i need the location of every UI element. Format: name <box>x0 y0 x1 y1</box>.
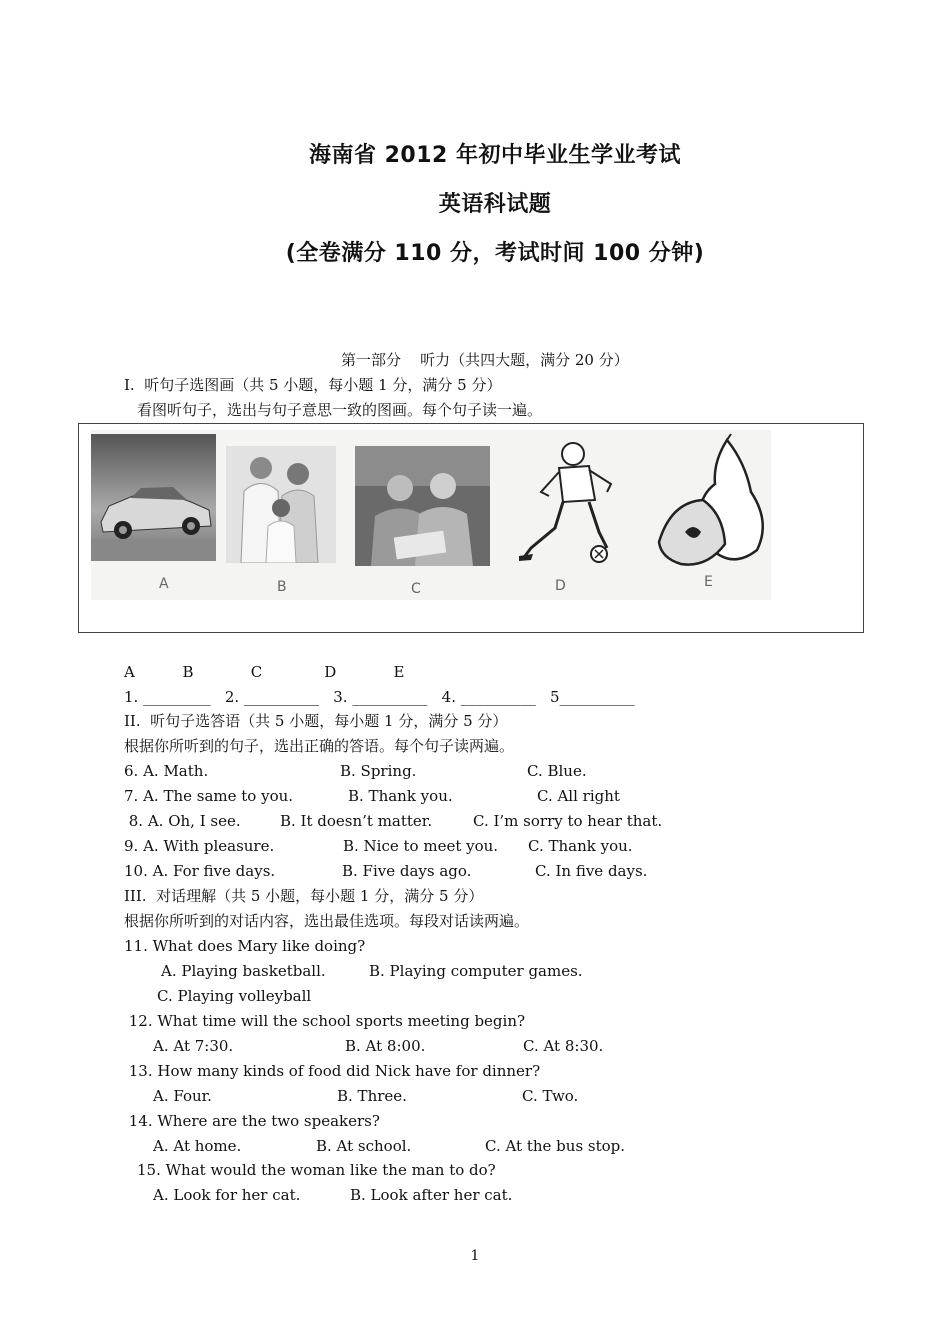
question-11-c: C. Playing volleyball <box>157 987 312 1005</box>
question-15: 15. What would the woman like the man to do? <box>137 1161 496 1179</box>
question-10-b: B. Five days ago. <box>342 862 472 880</box>
car-icon <box>91 434 216 561</box>
answer-letters: A B C D E <box>124 663 405 681</box>
section1-instruction: 看图听句子，选出与句子意思一致的图画。每个句子读一遍。 <box>137 401 543 419</box>
question-15-b: B. Look after her cat. <box>350 1186 513 1204</box>
question-13-c: C. Two. <box>522 1087 579 1105</box>
exam-info: (全卷满分 110 分，考试时间 100 分钟) <box>285 241 705 266</box>
question-7-c: C. All right <box>537 787 620 805</box>
question-10-a: 10. A. For five days. <box>124 862 276 880</box>
question-7-b: B. Thank you. <box>348 787 453 805</box>
soccer-player-icon <box>511 436 641 576</box>
picture-letter-c: C <box>411 581 421 597</box>
picture-letter-e: E <box>704 574 713 590</box>
picture-strip <box>91 430 771 600</box>
question-14-c: C. At the bus stop. <box>485 1137 626 1155</box>
exam-title: 海南省 2012 年初中毕业生学业考试 <box>308 143 682 168</box>
question-13-b: B. Three. <box>337 1087 407 1105</box>
question-9-c: C. Thank you. <box>528 837 633 855</box>
question-6-c: C. Blue. <box>527 762 587 780</box>
picture-letter-b: B <box>277 579 287 595</box>
answer-blanks: 1. _________ 2. __________ 3. __________ 4. __________ 5__________ <box>124 688 635 706</box>
question-14-a: A. At home. <box>153 1137 242 1155</box>
question-9-b: B. Nice to meet you. <box>343 837 499 855</box>
section1-title: I. 听句子选图画（共 5 小题，每小题 1 分，满分 5 分） <box>124 376 502 394</box>
question-14-b: B. At school. <box>316 1137 412 1155</box>
question-8-c: C. I’m sorry to hear that. <box>473 812 663 830</box>
question-14: 14. Where are the two speakers? <box>124 1112 380 1130</box>
part-heading: 第一部分 听力（共四大题，满分 20 分） <box>341 351 629 369</box>
question-11-b: B. Playing computer games. <box>369 962 583 980</box>
question-15-a: A. Look for her cat. <box>153 1186 301 1204</box>
question-12-a: A. At 7:30. <box>153 1037 234 1055</box>
question-8-b: B. It doesn’t matter. <box>280 812 433 830</box>
page-number: 1 <box>470 1248 480 1264</box>
question-11: 11. What does Mary like doing? <box>124 937 366 955</box>
section2-instruction: 根据你所听到的句子，选出正确的答语。每个句子读两遍。 <box>124 737 515 755</box>
section3-title: III. 对话理解（共 5 小题，每小题 1 分，满分 5 分） <box>124 887 484 905</box>
question-12: 12. What time will the school sports meeting begin? <box>124 1012 526 1030</box>
picture-box <box>78 423 864 633</box>
question-10-c: C. In five days. <box>535 862 648 880</box>
grandparents-photo <box>355 446 490 566</box>
question-7-a: 7. A. The same to you. <box>124 787 294 805</box>
question-11-a: A. Playing basketball. <box>161 962 326 980</box>
picture-letter-d: D <box>555 578 566 594</box>
family-photo <box>226 446 336 563</box>
question-6-a: 6. A. Math. <box>124 762 209 780</box>
subject-title: 英语科试题 <box>438 192 552 217</box>
question-13-a: A. Four. <box>153 1087 212 1105</box>
question-9-a: 9. A. With pleasure. <box>124 837 275 855</box>
question-6-b: B. Spring. <box>340 762 417 780</box>
section2-title: II. 听句子选答语（共 5 小题，每小题 1 分，满分 5 分） <box>124 712 508 730</box>
question-12-b: B. At 8:00. <box>345 1037 426 1055</box>
question-12-c: C. At 8:30. <box>523 1037 604 1055</box>
question-8-a: 8. A. Oh, I see. <box>124 812 241 830</box>
pear-icon <box>651 432 769 572</box>
question-13: 13. How many kinds of food did Nick have for dinner? <box>124 1062 541 1080</box>
picture-letter-a: A <box>159 576 169 592</box>
section3-instruction: 根据你所听到的对话内容，选出最佳选项。每段对话读两遍。 <box>124 912 530 930</box>
